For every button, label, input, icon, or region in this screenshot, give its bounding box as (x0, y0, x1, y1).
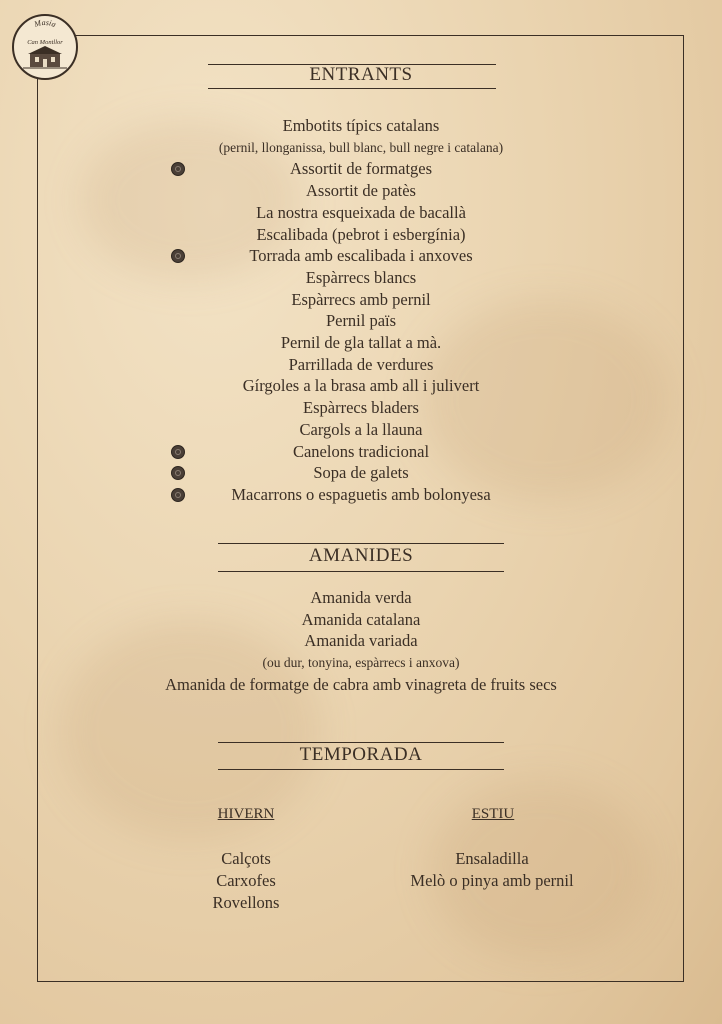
amanides-item: Amanida de formatge de cabra amb vinagreta de fruits secs (165, 674, 557, 694)
entrants-item: La nostra esqueixada de bacallà (256, 202, 466, 222)
entrants-item: Cargols a la llauna (299, 419, 423, 439)
estiu-item: Ensaladilla (455, 849, 529, 868)
entrants-item: Macarrons o espaguetis amb bolonyesa (231, 484, 491, 504)
entrants-item: Espàrrecs bladers (303, 398, 419, 418)
restaurant-logo (12, 14, 78, 80)
estiu-item: Melò o pinya amb pernil (410, 871, 574, 890)
entrants-item: Canelons tradicional (292, 441, 430, 461)
temporada-rule-top (218, 742, 504, 743)
entrants-item: Assortit de formatges (289, 159, 433, 179)
amanides-title: AMANIDES (308, 545, 414, 566)
amanides-rule-bottom (218, 571, 504, 572)
entrants-item: Pernil de gla tallat a mà. (280, 333, 442, 352)
recommended-marker-icon (171, 488, 185, 502)
masia-logo-icon (15, 17, 75, 77)
entrants-item: Parrillada de verdures (288, 354, 434, 374)
hivern-item: Rovellons (212, 893, 280, 912)
hivern-heading: HIVERN (217, 806, 275, 822)
amanides-item: Amanida variada (304, 631, 418, 651)
entrants-item: Assortit de patès (306, 181, 416, 201)
entrants-item: Sopa de galets (313, 463, 409, 483)
entrants-item: Espàrrecs amb pernil (291, 289, 431, 309)
entrants-item: (pernil, llonganissa, bull blanc, bull negre i catalana) (218, 139, 504, 155)
svg-text:Can Montllor: Can Montllor (27, 39, 63, 46)
entrants-item: Torrada amb escalibada i anxoves (249, 246, 473, 266)
entrants-item: Espàrrecs blancs (305, 267, 417, 287)
recommended-marker-icon (171, 445, 185, 459)
estiu-heading: ESTIU (471, 806, 515, 822)
hivern-item: Calçots (221, 849, 271, 868)
entrants-item: Escalibada (pebrot i esbergínia) (256, 224, 466, 244)
entrants-title: ENTRANTS (309, 64, 413, 85)
entrants-item: Embotits típics catalans (282, 116, 440, 135)
amanides-item: Amanida catalana (301, 609, 421, 629)
entrants-item: Gírgoles a la brasa amb all i julivert (242, 376, 480, 396)
amanides-item: Amanida verda (310, 588, 412, 607)
hivern-item: Carxofes (216, 871, 276, 890)
amanides-item: (ou dur, tonyina, espàrrecs i anxova) (262, 655, 460, 671)
temporada-rule-bottom (218, 769, 504, 770)
temporada-title: TEMPORADA (299, 744, 423, 765)
entrants-rule-bottom (208, 88, 496, 89)
amanides-rule-top (218, 543, 504, 544)
entrants-item: Pernil païs (325, 311, 397, 331)
svg-text:Masia: Masia (33, 17, 58, 30)
